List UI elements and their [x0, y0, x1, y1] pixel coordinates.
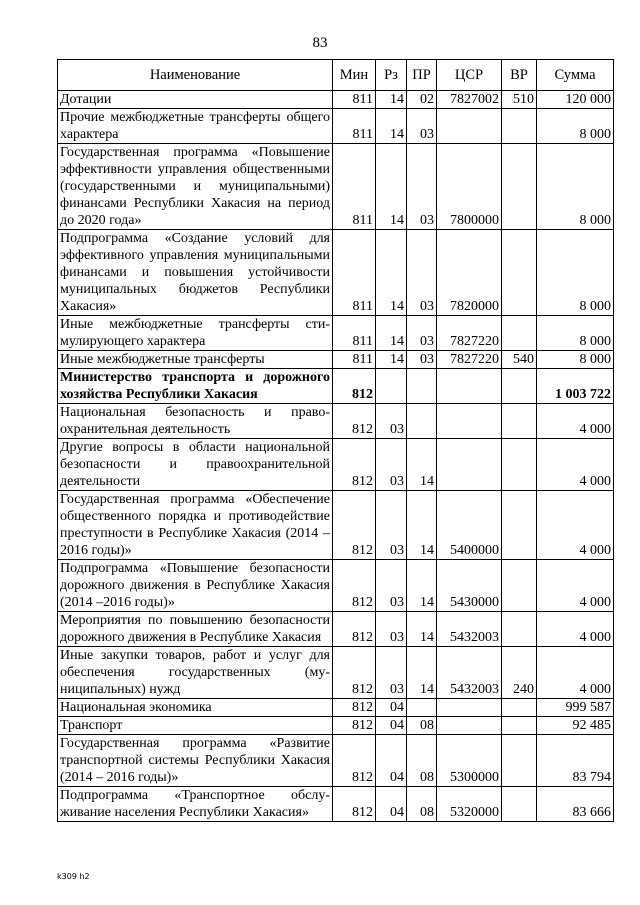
header-min: Мин	[333, 60, 376, 91]
cell-rz: 04	[376, 787, 407, 822]
cell-pr: 03	[407, 109, 437, 144]
cell-name: Дотации	[58, 91, 333, 109]
cell-min: 811	[333, 230, 376, 316]
header-pr: ПР	[407, 60, 437, 91]
cell-min: 811	[333, 351, 376, 369]
cell-name: Иные межбюджетные трансферты стимулирующего характера	[58, 316, 333, 351]
cell-pr: 03	[407, 144, 437, 230]
cell-csr: 5432003	[437, 647, 502, 699]
header-vr: ВР	[502, 60, 537, 91]
cell-sum: 8 000	[537, 351, 614, 369]
cell-rz: 14	[376, 144, 407, 230]
cell-min: 812	[333, 369, 376, 404]
cell-rz	[376, 369, 407, 404]
cell-vr	[502, 787, 537, 822]
cell-name: Подпрограмма «Создание условий для эффективного управления муниципальными финансами и повышения устойчивости муниципальных бюджетов Республики Хакасия»	[58, 230, 333, 316]
cell-rz: 14	[376, 230, 407, 316]
cell-vr	[502, 404, 537, 439]
cell-csr: 7820000	[437, 230, 502, 316]
header-rz: Рз	[376, 60, 407, 91]
table-row	[58, 144, 614, 230]
cell-rz: 03	[376, 491, 407, 560]
cell-vr	[502, 717, 537, 735]
cell-pr: 08	[407, 787, 437, 822]
cell-sum: 4 000	[537, 647, 614, 699]
cell-pr: 14	[407, 560, 437, 612]
cell-csr: 7800000	[437, 144, 502, 230]
cell-sum: 83 666	[537, 787, 614, 822]
cell-csr: 7827220	[437, 316, 502, 351]
cell-csr: 5400000	[437, 491, 502, 560]
cell-sum: 8 000	[537, 109, 614, 144]
cell-rz: 14	[376, 351, 407, 369]
cell-sum: 999 587	[537, 699, 614, 717]
cell-vr: 510	[502, 91, 537, 109]
cell-csr: 5430000	[437, 560, 502, 612]
table-row	[58, 404, 614, 439]
cell-min: 811	[333, 316, 376, 351]
cell-min: 812	[333, 647, 376, 699]
page-number: 83	[312, 35, 328, 51]
cell-sum: 4 000	[537, 491, 614, 560]
cell-pr: 08	[407, 717, 437, 735]
cell-name: Государственная программа «Повышение эффективности управления общественными (государственными и муниципальными) финансами Республики Хакасия на период до 2020 года»	[58, 144, 333, 230]
table-row	[58, 439, 614, 491]
cell-csr: 5320000	[437, 787, 502, 822]
cell-min: 812	[333, 699, 376, 717]
cell-name: Иные межбюджетные трансферты	[58, 351, 333, 369]
cell-vr	[502, 735, 537, 787]
table-row	[58, 612, 614, 647]
cell-rz: 14	[376, 91, 407, 109]
cell-name: Национальная безопасность и правоохранительная деятельность	[58, 404, 333, 439]
cell-pr: 14	[407, 491, 437, 560]
cell-name: Подпрограмма «Повышение безопасности дорожного движения в Республике Хакасия (2014 –2016 годы)»	[58, 560, 333, 612]
cell-csr: 7827220	[437, 351, 502, 369]
cell-vr	[502, 560, 537, 612]
header-sum: Сумма	[537, 60, 614, 91]
cell-pr: 03	[407, 316, 437, 351]
cell-vr	[502, 109, 537, 144]
cell-vr: 540	[502, 351, 537, 369]
cell-rz: 04	[376, 699, 407, 717]
cell-pr	[407, 369, 437, 404]
cell-csr	[437, 439, 502, 491]
cell-pr: 03	[407, 230, 437, 316]
footer-code: k309 h2	[57, 872, 90, 881]
cell-vr: 240	[502, 647, 537, 699]
cell-name: Другие вопросы в области национальной безопасности и правоохранительной деятельности	[58, 439, 333, 491]
table-body	[58, 91, 614, 822]
cell-csr: 5432003	[437, 612, 502, 647]
cell-csr	[437, 699, 502, 717]
cell-min: 812	[333, 612, 376, 647]
cell-name: Мероприятия по повышению безопасности дорожного движения в Республике Хакасия	[58, 612, 333, 647]
cell-sum: 8 000	[537, 230, 614, 316]
cell-pr: 08	[407, 735, 437, 787]
cell-pr: 14	[407, 439, 437, 491]
cell-pr	[407, 404, 437, 439]
cell-name: Подпрограмма «Транспортное обслуживание населения Республики Хакасия»	[58, 787, 333, 822]
cell-name: Транспорт	[58, 717, 333, 735]
cell-vr	[502, 230, 537, 316]
cell-csr: 5300000	[437, 735, 502, 787]
cell-pr: 14	[407, 612, 437, 647]
table-row	[58, 735, 614, 787]
cell-sum: 1 003 722	[537, 369, 614, 404]
table-row	[58, 316, 614, 351]
cell-rz: 14	[376, 316, 407, 351]
cell-pr	[407, 699, 437, 717]
cell-min: 812	[333, 560, 376, 612]
cell-name: Прочие межбюджетные трансферты общего характера	[58, 109, 333, 144]
cell-vr	[502, 144, 537, 230]
cell-vr	[502, 316, 537, 351]
cell-min: 812	[333, 717, 376, 735]
table-row	[58, 699, 614, 717]
table-row	[58, 351, 614, 369]
table-row	[58, 109, 614, 144]
cell-name: Национальная экономика	[58, 699, 333, 717]
cell-min: 811	[333, 144, 376, 230]
cell-min: 812	[333, 491, 376, 560]
cell-vr	[502, 699, 537, 717]
cell-pr: 02	[407, 91, 437, 109]
table-row	[58, 717, 614, 735]
cell-sum: 8 000	[537, 144, 614, 230]
cell-min: 812	[333, 439, 376, 491]
cell-sum: 8 000	[537, 316, 614, 351]
table-row	[58, 560, 614, 612]
cell-rz: 03	[376, 612, 407, 647]
cell-rz: 03	[376, 404, 407, 439]
cell-sum: 4 000	[537, 612, 614, 647]
cell-sum: 4 000	[537, 560, 614, 612]
table-row	[58, 369, 614, 404]
cell-sum: 92 485	[537, 717, 614, 735]
cell-csr: 7827002	[437, 91, 502, 109]
cell-vr	[502, 491, 537, 560]
cell-name: Иные закупки товаров, работ и услуг для обеспечения государственных (муниципальных) нужд	[58, 647, 333, 699]
cell-rz: 04	[376, 717, 407, 735]
cell-vr	[502, 612, 537, 647]
cell-csr	[437, 369, 502, 404]
cell-vr	[502, 439, 537, 491]
table-row	[58, 787, 614, 822]
table-row	[58, 647, 614, 699]
cell-min: 812	[333, 404, 376, 439]
cell-name: Государственная программа «Обеспечение общественного порядка и противодействие преступности в Республике Хакасия (2014 – 2016 годы)»	[58, 491, 333, 560]
header-csr: ЦСР	[437, 60, 502, 91]
table-row	[58, 491, 614, 560]
table-row	[58, 230, 614, 316]
cell-name: Министерство транспорта и дорожного хозяйства Республики Хакасия	[58, 369, 333, 404]
cell-sum: 4 000	[537, 404, 614, 439]
cell-sum: 83 794	[537, 735, 614, 787]
cell-min: 812	[333, 735, 376, 787]
cell-pr: 03	[407, 351, 437, 369]
cell-rz: 14	[376, 109, 407, 144]
cell-rz: 03	[376, 647, 407, 699]
cell-csr	[437, 717, 502, 735]
cell-csr	[437, 109, 502, 144]
cell-pr: 14	[407, 647, 437, 699]
cell-csr	[437, 404, 502, 439]
cell-sum: 4 000	[537, 439, 614, 491]
table-row	[58, 91, 614, 109]
cell-name: Государственная программа «Развитие транспортной системы Республики Хакасия (2014 – 2016 годы)»	[58, 735, 333, 787]
cell-min: 811	[333, 109, 376, 144]
cell-rz: 03	[376, 560, 407, 612]
budget-table	[57, 59, 614, 822]
cell-rz: 04	[376, 735, 407, 787]
table-header-row	[58, 60, 614, 91]
cell-sum: 120 000	[537, 91, 614, 109]
cell-vr	[502, 369, 537, 404]
header-name: Наименование	[58, 60, 333, 91]
cell-rz: 03	[376, 439, 407, 491]
cell-min: 812	[333, 787, 376, 822]
cell-min: 811	[333, 91, 376, 109]
